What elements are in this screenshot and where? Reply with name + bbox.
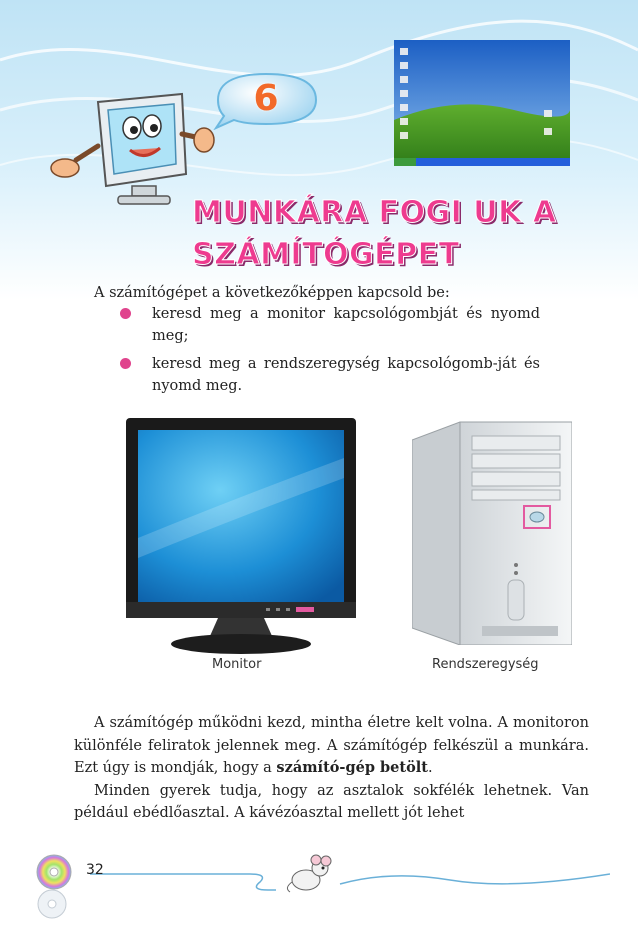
list-item bbox=[120, 303, 540, 347]
list-item-text: keresd meg a rendszeregység kapcsológomb-ját és nyomd meg. bbox=[152, 356, 540, 394]
bullet-dot-icon bbox=[120, 358, 131, 369]
list-item-text: keresd meg a monitor kapcsológombját és nyomd meg; bbox=[152, 306, 540, 344]
instruction-list bbox=[120, 303, 540, 403]
mouse-character-icon bbox=[284, 854, 334, 894]
windows-desktop-screenshot bbox=[394, 40, 570, 166]
chapter-number: 6 bbox=[253, 78, 279, 119]
list-item bbox=[120, 353, 540, 397]
bold-term: számító-gép betölt bbox=[276, 759, 428, 776]
system-unit-photo bbox=[412, 420, 572, 645]
paragraph-text: A számítógép működni kezd, mintha életre kelt volna. A monitoron különféle feliratok jelennek meg. A számítógép felkészül a munkára. Ezt úgy is mondják, hogy a bbox=[74, 715, 589, 776]
monitor-photo bbox=[126, 418, 356, 658]
paragraph: Minden gyerek tudja, hogy az asztalok sokfélék lehetnek. Van például ebédlőasztal. A kávézóasztal mellett jót lehet bbox=[74, 782, 589, 821]
bullet-dot-icon bbox=[120, 308, 131, 319]
chapter-title-line1: MUNKÁRA FOGI UK A bbox=[192, 195, 557, 230]
monitor-mascot-illustration bbox=[40, 90, 215, 210]
chapter-title bbox=[192, 192, 592, 276]
paragraph-end: . bbox=[427, 760, 433, 776]
chapter-title-line2: SZÁMÍTÓGÉPET bbox=[192, 237, 460, 272]
body-text bbox=[74, 712, 589, 825]
caption-system-unit: Rendszeregység bbox=[432, 657, 539, 672]
caption-monitor: Monitor bbox=[212, 657, 262, 672]
page-number: 32 bbox=[86, 862, 104, 878]
paragraph bbox=[74, 712, 589, 780]
intro-text: A számítógépet a következőképpen kapcsold be: bbox=[94, 285, 450, 301]
cd-disc-icon bbox=[36, 852, 76, 922]
footer-decoration-line bbox=[90, 860, 610, 900]
